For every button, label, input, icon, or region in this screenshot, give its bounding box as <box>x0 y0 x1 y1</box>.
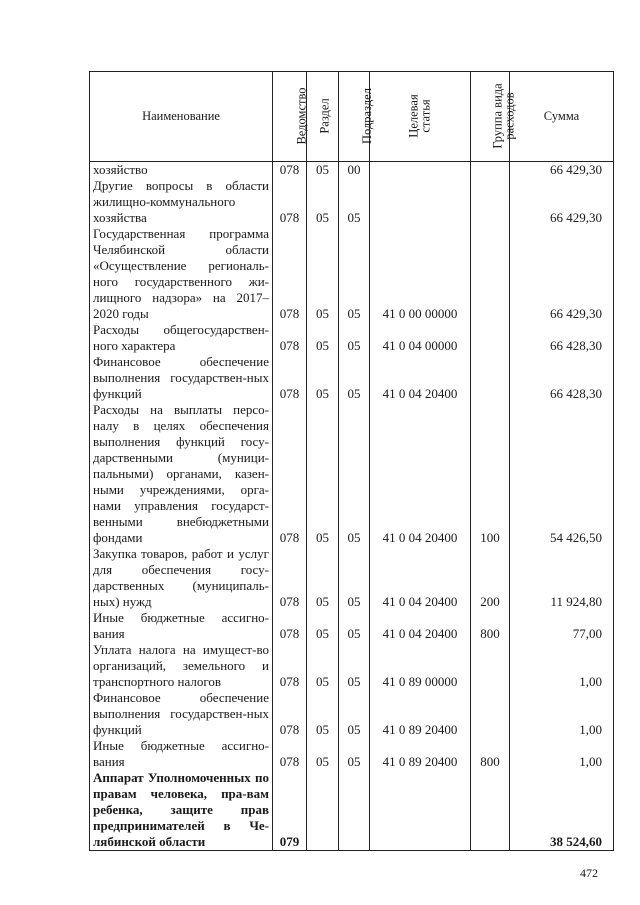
cell-name: Уплата налога на имущест-во организаций, земельного и транспортного налогов <box>90 642 273 690</box>
cell-dept: 079 <box>273 770 307 851</box>
cell-name: Финансовое обеспечение выполнения государствен-ных функций <box>90 690 273 738</box>
cell-sum: 66 429,30 <box>510 162 614 179</box>
budget-table-sheet <box>89 71 613 851</box>
header-dept: Ведомство <box>273 72 307 162</box>
cell-group <box>471 322 510 354</box>
table-row <box>90 226 614 322</box>
cell-target: 41 0 89 20400 <box>370 690 471 738</box>
cell-target: 41 0 89 00000 <box>370 642 471 690</box>
cell-dept: 078 <box>273 690 307 738</box>
cell-section: 05 <box>307 354 339 402</box>
cell-dept: 078 <box>273 178 307 226</box>
cell-group <box>471 178 510 226</box>
cell-target: 41 0 04 20400 <box>370 402 471 546</box>
header-name: Наименование <box>90 72 273 162</box>
cell-group <box>471 354 510 402</box>
cell-target <box>370 770 471 851</box>
header-subsection: Подраздел <box>339 72 370 162</box>
cell-target: 41 0 04 20400 <box>370 546 471 610</box>
page-number: 472 <box>580 866 598 880</box>
cell-sum: 66 428,30 <box>510 354 614 402</box>
cell-target: 41 0 00 00000 <box>370 226 471 322</box>
cell-dept: 078 <box>273 226 307 322</box>
header-expense-group: Группа вида расходов <box>471 72 510 162</box>
cell-sum: 1,00 <box>510 642 614 690</box>
cell-group <box>471 770 510 851</box>
cell-target: 41 0 04 20400 <box>370 354 471 402</box>
cell-subsection: 05 <box>339 690 370 738</box>
cell-name: Государственная программа Челябинской области «Осуществление региональ-ного государственного жи-лищного надзора» на 2017–2020 годы <box>90 226 273 322</box>
table-row <box>90 642 614 690</box>
table-row <box>90 322 614 354</box>
cell-dept: 078 <box>273 354 307 402</box>
cell-group <box>471 690 510 738</box>
header-sum: Сумма <box>510 72 614 162</box>
table-row <box>90 354 614 402</box>
cell-dept: 078 <box>273 642 307 690</box>
cell-section: 05 <box>307 642 339 690</box>
cell-group <box>471 226 510 322</box>
cell-section: 05 <box>307 738 339 770</box>
cell-dept: 078 <box>273 610 307 642</box>
cell-section: 05 <box>307 690 339 738</box>
cell-target: 41 0 04 00000 <box>370 322 471 354</box>
cell-group: 200 <box>471 546 510 610</box>
cell-subsection: 05 <box>339 178 370 226</box>
table-row <box>90 178 614 226</box>
cell-section: 05 <box>307 546 339 610</box>
cell-target: 41 0 04 20400 <box>370 610 471 642</box>
cell-target: 41 0 89 20400 <box>370 738 471 770</box>
cell-section: 05 <box>307 178 339 226</box>
cell-subsection: 05 <box>339 226 370 322</box>
cell-section <box>307 770 339 851</box>
cell-sum: 66 429,30 <box>510 226 614 322</box>
cell-sum: 1,00 <box>510 738 614 770</box>
cell-subsection: 05 <box>339 642 370 690</box>
budget-table <box>89 71 614 851</box>
table-row <box>90 610 614 642</box>
cell-section: 05 <box>307 610 339 642</box>
cell-group: 800 <box>471 610 510 642</box>
cell-sum: 66 428,30 <box>510 322 614 354</box>
cell-name: Иные бюджетные ассигно-вания <box>90 738 273 770</box>
cell-subsection: 05 <box>339 322 370 354</box>
cell-section: 05 <box>307 402 339 546</box>
cell-name: Иные бюджетные ассигно-вания <box>90 610 273 642</box>
header-section: Раздел <box>307 72 339 162</box>
table-header-row <box>90 72 614 162</box>
cell-section: 05 <box>307 226 339 322</box>
cell-name: Финансовое обеспечение выполнения государствен-ных функций <box>90 354 273 402</box>
cell-section: 05 <box>307 162 339 179</box>
cell-subsection <box>339 770 370 851</box>
cell-sum: 54 426,50 <box>510 402 614 546</box>
cell-subsection: 00 <box>339 162 370 179</box>
cell-group: 800 <box>471 738 510 770</box>
header-target: Целевая статья <box>370 72 471 162</box>
cell-group <box>471 162 510 179</box>
cell-subsection: 05 <box>339 546 370 610</box>
cell-dept: 078 <box>273 738 307 770</box>
cell-name: Закупка товаров, работ и услуг для обеспечения госу-дарственных (муниципаль-ных) нужд <box>90 546 273 610</box>
table-row <box>90 690 614 738</box>
cell-sum: 66 429,30 <box>510 178 614 226</box>
table-row <box>90 162 614 179</box>
cell-dept: 078 <box>273 546 307 610</box>
table-row <box>90 546 614 610</box>
cell-name: Расходы общегосударствен-ного характера <box>90 322 273 354</box>
cell-subsection: 05 <box>339 738 370 770</box>
cell-group: 100 <box>471 402 510 546</box>
cell-dept: 078 <box>273 322 307 354</box>
cell-name: Расходы на выплаты персо-налу в целях обеспечения выполнения функций госу-дарственными (муници-пальными) органами, казен-ными учреждениями, орга-нами управления государст-венными внебюджетными фондами <box>90 402 273 546</box>
cell-target <box>370 162 471 179</box>
cell-sum: 11 924,80 <box>510 546 614 610</box>
cell-name: Другие вопросы в области жилищно-коммунального хозяйства <box>90 178 273 226</box>
cell-sum: 1,00 <box>510 690 614 738</box>
cell-subsection: 05 <box>339 402 370 546</box>
cell-sum: 77,00 <box>510 610 614 642</box>
cell-section: 05 <box>307 322 339 354</box>
table-row <box>90 738 614 770</box>
cell-subsection: 05 <box>339 354 370 402</box>
cell-group <box>471 642 510 690</box>
cell-sum: 38 524,60 <box>510 770 614 851</box>
cell-target <box>370 178 471 226</box>
table-row <box>90 770 614 851</box>
cell-name: хозяйство <box>90 162 273 179</box>
table-row <box>90 402 614 546</box>
cell-name: Аппарат Уполномоченных по правам человека, пра-вам ребенка, защите прав предпринимателей в Че-лябинской области <box>90 770 273 851</box>
cell-dept: 078 <box>273 402 307 546</box>
cell-subsection: 05 <box>339 610 370 642</box>
cell-dept: 078 <box>273 162 307 179</box>
